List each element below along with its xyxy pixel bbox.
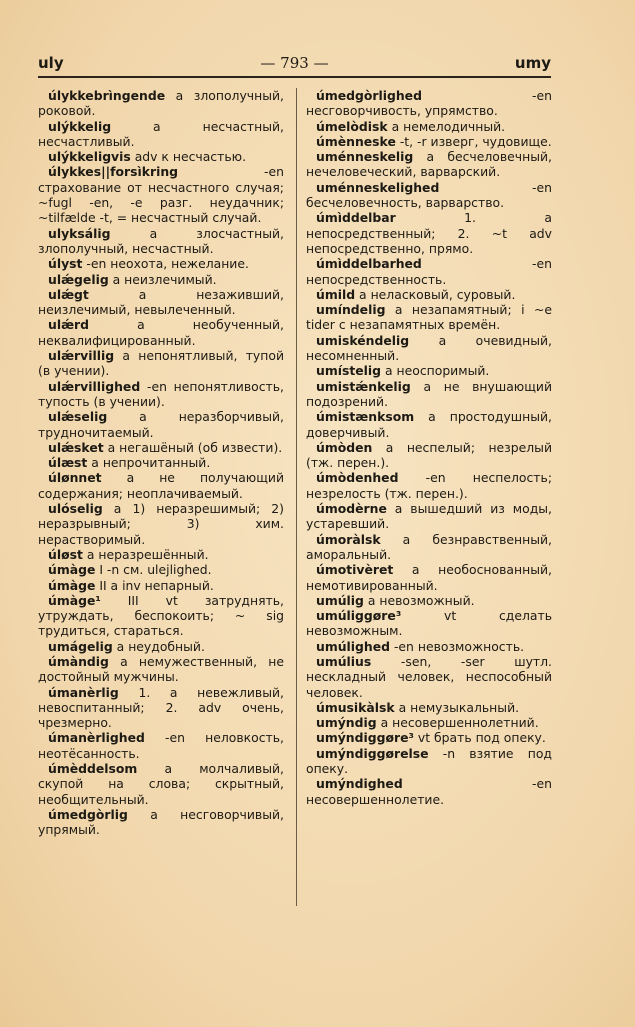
- entry-headword: ulýkkelig: [48, 118, 112, 134]
- dictionary-entry: [306, 776, 552, 807]
- dictionary-entry: [306, 562, 552, 593]
- entry-headword: úmàndig: [48, 653, 109, 669]
- dictionary-entry: [306, 440, 552, 471]
- entry-headword: úmàge¹: [48, 592, 101, 608]
- entry-headword: úmòden: [316, 439, 373, 455]
- entry-headword: úlæst: [48, 455, 88, 471]
- entry-headword: umúliggøre³: [316, 608, 402, 624]
- dictionary-entry: [38, 578, 284, 593]
- dictionary-entry: [306, 700, 552, 715]
- entry-definition: a молчаливый, скупой на слова; скрытный, необщительный.: [38, 761, 284, 807]
- entry-headword: úmìddelbarhed: [316, 256, 422, 272]
- entry-definition: a не внушающий подозрений.: [306, 378, 552, 409]
- dictionary-entry: [306, 287, 552, 302]
- dictionary-entry: [306, 639, 552, 654]
- entry-definition: a немузыкальный.: [394, 699, 520, 715]
- entry-definition: III vt затруднять, утруждать, беспокоить; ~ sig трудиться, стараться.: [38, 592, 284, 639]
- entry-headword: ulǽsket: [48, 439, 104, 455]
- entry-definition: a несчастный, несчастливый.: [38, 118, 284, 149]
- dictionary-entry: [306, 180, 552, 211]
- entry-definition: a непонятливый, тупой (в учении).: [38, 348, 284, 379]
- dictionary-entry: [306, 501, 552, 532]
- entry-definition: a несговорчивый, упрямый.: [38, 806, 284, 838]
- entry-definition: 1. a невежливый, невоспитанный; 2. adv очень, чрезмерно.: [38, 684, 284, 731]
- dictionary-entry: [306, 715, 552, 730]
- entry-definition: a немелодичный.: [387, 118, 506, 134]
- entry-definition: adv к несчастью.: [130, 149, 247, 165]
- entry-definition: a негашёный (об извести).: [103, 439, 283, 455]
- dictionary-entry: [306, 379, 552, 410]
- entry-definition: -en невозможность.: [390, 638, 525, 654]
- entry-definition: -en неохота, нежелание.: [82, 256, 249, 272]
- entry-definition: a бесчеловечный, нечеловеческий, варварский.: [306, 149, 552, 180]
- entry-definition: a неразборчивый, трудночитаемый.: [38, 409, 284, 440]
- entry-headword: umistǽnkelig: [316, 378, 411, 394]
- entry-definition: I -n см. ulejlighed.: [95, 562, 212, 578]
- dictionary-entry: [38, 470, 284, 501]
- entry-definition: -n взятие под опеку.: [306, 745, 552, 777]
- dictionary-entry: [306, 88, 552, 119]
- entry-headword: úmusikàlsk: [316, 699, 395, 715]
- entry-definition: a злополучный, роковой.: [38, 88, 284, 119]
- entry-headword: umístelig: [316, 363, 382, 379]
- entry-headword: ulǽrvillig: [48, 348, 115, 364]
- entry-definition: -en несовершеннолетие.: [306, 776, 552, 807]
- dictionary-entry: [38, 348, 284, 379]
- entry-definition: -sen, -ser шутл. нескладный человек, неспособный человек.: [306, 653, 552, 700]
- dictionary-entry: [38, 88, 284, 119]
- entry-definition: a необученный, неквалифицированный.: [38, 317, 284, 348]
- entry-headword: úløst: [48, 546, 83, 562]
- dictionary-entry: [306, 654, 552, 700]
- dictionary-entry: [38, 409, 284, 440]
- entry-headword: úmàge: [48, 577, 96, 593]
- dictionary-entry: [306, 149, 552, 180]
- entry-headword: umágelig: [48, 638, 113, 654]
- entry-definition: -en несговорчивость, упрямство.: [306, 88, 552, 119]
- entry-definition: -en страхование от несчастного случая; ~fugl -en, -e разг. неудачник; ~tilfælde -t, = несчастный случай.: [38, 164, 284, 226]
- entry-headword: ulǽselig: [48, 409, 108, 425]
- header-left-guideword: uly: [38, 54, 64, 72]
- dictionary-entry: [306, 333, 552, 364]
- entry-definition: -t, -r изверг, чудовище.: [395, 133, 552, 149]
- dictionary-entry: [38, 501, 284, 547]
- entry-definition: a немужественный, не достойный мужчины.: [38, 653, 284, 685]
- entry-definition: a простодушный, доверчивый.: [306, 409, 552, 440]
- entry-definition: a неоспоримый.: [381, 363, 490, 379]
- dictionary-entry: [38, 119, 284, 150]
- entry-headword: úmistænksom: [316, 409, 415, 425]
- entry-headword: úmènneske: [316, 133, 396, 149]
- entry-headword: ulǽrd: [48, 317, 90, 333]
- dictionary-entry: [306, 593, 552, 608]
- entry-headword: úmelòdisk: [316, 118, 388, 134]
- entry-headword: úmotivèret: [316, 562, 394, 578]
- dictionary-entry: [306, 532, 552, 563]
- entry-definition: a вышедший из моды, устаревший.: [306, 501, 552, 532]
- entry-headword: úlyst: [48, 256, 83, 272]
- dictionary-entry: [38, 256, 284, 271]
- entry-definition: II a inv непарный.: [95, 577, 214, 593]
- entry-headword: ulǽgt: [48, 286, 89, 302]
- right-column: [306, 88, 552, 807]
- entry-headword: úmòdenhed: [316, 470, 399, 486]
- dictionary-entry: [38, 379, 284, 410]
- entry-definition: a невозможный.: [363, 592, 475, 608]
- entry-definition: vt сделать невозможным.: [306, 608, 552, 639]
- dictionary-entry: [306, 256, 552, 287]
- dictionary-entry: [38, 761, 284, 807]
- dictionary-entry: [38, 164, 284, 225]
- entry-headword: úmèddelsom: [48, 761, 138, 777]
- entry-headword: umúlius: [316, 653, 372, 669]
- entry-headword: ulóselig: [48, 501, 103, 517]
- entry-headword: úlykkes||forsìkring: [48, 164, 179, 180]
- entry-headword: úmoràlsk: [316, 531, 381, 547]
- entry-headword: úmanèrlighed: [48, 730, 145, 746]
- header-right-guideword: umy: [514, 54, 551, 72]
- entry-definition: 1. a непосредственный; 2. ~t adv непосредственно, прямо.: [306, 210, 552, 256]
- entry-definition: a неизлечимый.: [108, 271, 217, 287]
- entry-definition: a непрочитанный.: [87, 455, 211, 471]
- entry-definition: a несовершеннолетний.: [376, 715, 539, 731]
- entry-headword: umýndig: [316, 715, 377, 731]
- entry-headword: umýndiggørelse: [316, 745, 429, 761]
- entry-headword: úmìddelbar: [316, 210, 396, 226]
- dictionary-entry: [306, 470, 552, 501]
- entry-definition: a неудобный.: [112, 638, 205, 654]
- page-number: — 793 —: [260, 54, 329, 72]
- entry-headword: úmanèrlig: [48, 684, 119, 700]
- dictionary-entry: [38, 807, 284, 838]
- entry-headword: úmild: [316, 286, 356, 302]
- dictionary-entry: [38, 685, 284, 731]
- entry-headword: umúlighed: [316, 638, 391, 654]
- entry-headword: ulǽrvillighed: [48, 378, 141, 394]
- dictionary-entry: [38, 730, 284, 761]
- dictionary-entry: [38, 317, 284, 348]
- entry-definition: -en неспелость; незрелость (тж. перен.).: [306, 470, 552, 501]
- entry-definition: vt брать под опеку.: [413, 730, 546, 746]
- entry-headword: ulýkkeligvis: [48, 149, 131, 165]
- entry-definition: a незапамятный; i ~e tider с незапамятных времён.: [306, 302, 552, 333]
- page-header: [38, 54, 551, 78]
- dictionary-entry: [38, 455, 284, 470]
- dictionary-entry: [306, 134, 552, 149]
- entry-definition: a неласковый, суровый.: [355, 286, 516, 302]
- entry-headword: uménneskelig: [316, 149, 414, 165]
- entry-definition: a необоснованный, немотивированный.: [306, 562, 552, 593]
- entry-headword: úlykkebrìngende: [48, 88, 166, 103]
- header-rule: [38, 76, 551, 78]
- dictionary-entry: [306, 302, 552, 333]
- entry-headword: umiskéndelig: [316, 332, 410, 348]
- entry-definition: -en непосредственность.: [306, 256, 552, 287]
- dictionary-entry: [306, 409, 552, 440]
- entry-definition: -en бесчеловечность, варварство.: [306, 179, 552, 211]
- entry-headword: ulǽgelig: [48, 271, 109, 287]
- dictionary-entry: [38, 547, 284, 562]
- entry-headword: umíndelig: [316, 302, 386, 318]
- dictionary-entry: [306, 210, 552, 256]
- dictionary-entry: [306, 730, 552, 745]
- dictionary-entry: [38, 440, 284, 455]
- dictionary-entry: [38, 272, 284, 287]
- dictionary-entry: [306, 746, 552, 777]
- entry-headword: uménneskelighed: [316, 179, 440, 195]
- entry-headword: úlønnet: [48, 470, 102, 486]
- entry-definition: a не получающий содержания; неоплачиваемый.: [38, 470, 284, 501]
- entry-headword: úmedgòrlig: [48, 806, 128, 822]
- dictionary-entry: [38, 593, 284, 639]
- entry-definition: -en непонятливость, тупость (в учении).: [38, 378, 284, 409]
- entry-headword: umýndighed: [316, 776, 403, 792]
- entry-headword: umýndiggøre³: [316, 730, 414, 746]
- entry-definition: a неразрешённый.: [82, 546, 209, 562]
- entry-definition: a 1) неразрешимый; 2) неразрывный; 3) хим. нерастворимый.: [38, 501, 284, 547]
- dictionary-entry: [306, 608, 552, 639]
- dictionary-entry: [38, 226, 284, 257]
- entry-definition: a безнравственный, аморальный.: [306, 531, 552, 562]
- entry-headword: úmedgòrlighed: [316, 88, 422, 103]
- entry-definition: a злосчастный, злополучный, несчастный.: [38, 225, 284, 256]
- left-column: [38, 88, 284, 838]
- entry-definition: a незаживший, неизлечимый, невылеченный.: [38, 286, 284, 318]
- dictionary-entry: [38, 654, 284, 685]
- entry-headword: úmàge: [48, 562, 96, 578]
- column-divider: [296, 88, 297, 906]
- dictionary-entry: [38, 287, 284, 318]
- entry-headword: umúlig: [316, 592, 364, 608]
- dictionary-entry: [38, 562, 284, 577]
- entry-definition: -en неловкость, неотёсанность.: [38, 730, 284, 761]
- entry-definition: a неспелый; незрелый (тж. перен.).: [306, 439, 552, 471]
- entry-definition: a очевидный, несомненный.: [306, 332, 552, 364]
- dictionary-entry: [38, 149, 284, 164]
- dictionary-entry: [38, 639, 284, 654]
- entry-headword: ulyksálig: [48, 225, 111, 241]
- entry-headword: úmodèrne: [316, 501, 387, 517]
- dictionary-entry: [306, 363, 552, 378]
- dictionary-entry: [306, 119, 552, 134]
